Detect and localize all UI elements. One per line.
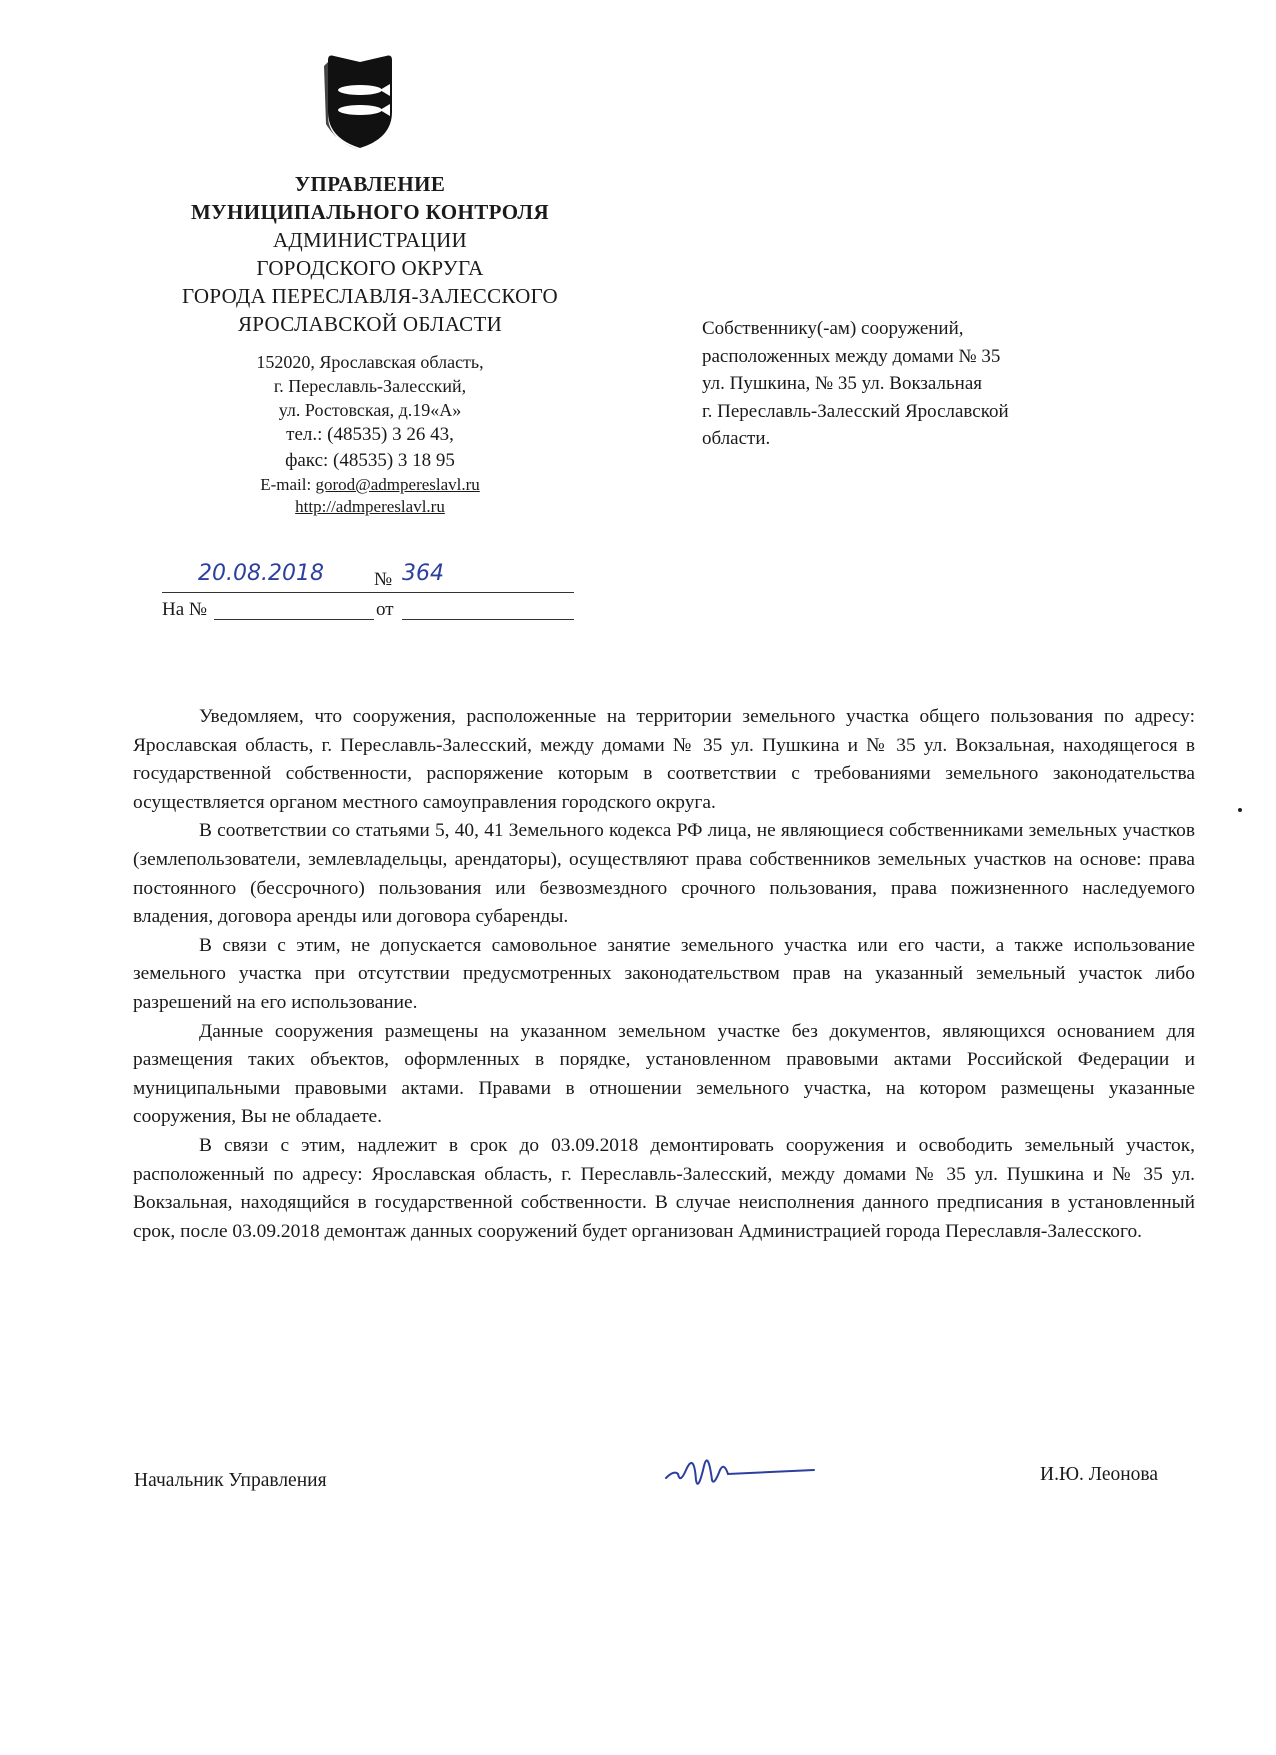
org-line-6: ЯРОСЛАВСКОЙ ОБЛАСТИ <box>237 312 503 336</box>
org-line-1: УПРАВЛЕНИЕ <box>294 172 446 196</box>
outgoing-reference-underline <box>162 592 574 593</box>
handwritten-signature-icon <box>660 1440 820 1500</box>
address-street: ул. Ростовская, д.19«А» <box>278 400 462 420</box>
address-postal: 152020, Ярославская область, <box>256 352 484 372</box>
signatory-title: Начальник Управления <box>134 1470 327 1491</box>
signatory-name: И.Ю. Леонова <box>1040 1464 1159 1485</box>
incoming-number-label: На № <box>162 599 208 620</box>
email-label: E-mail: <box>260 475 316 494</box>
body-paragraph-4: Данные сооружения размещены на указанном земельном участке без документов, являющихся основанием для размещения таких объектов, оформленных в порядке, установленном правовыми актами Российской Федерации и муниципальными правовыми актами. Правами в отношении земельного участка, на котором размещены указанные сооружения, Вы не обладаете. <box>133 1020 1195 1128</box>
body-paragraph-5: В связи с этим, надлежит в срок до 03.09.2018 демонтировать сооружения и освободить земельный участок, расположенный по адресу: Ярославская область, г. Переславль-Залесский, между домами № 35 ул. Пушкина и № 35 ул. Вокзальная, находящийся в государственной собственности. В случае неисполнения данного предписания в установленный срок, после 03.09.2018 демонтаж данных сооружений будет организован Администрацией города Переславля-Залесского. <box>133 1134 1195 1242</box>
address-email-line <box>190 474 550 496</box>
email-link[interactable]: gorod@admpereslavl.ru <box>315 475 480 494</box>
recipient-line-3: ул. Пушкина, № 35 ул. Вокзальная <box>702 373 983 394</box>
incoming-date-blank <box>402 619 574 620</box>
body-paragraph-3: В связи с этим, не допускается самовольное занятие земельного участка или его части, а также использование земельного участка при отсутствии предусмотренных законодательством прав на указанный земельный участок либо разрешений на его использование. <box>133 934 1195 1013</box>
org-line-3: АДМИНИСТРАЦИИ <box>272 228 468 252</box>
address-block <box>190 350 550 518</box>
address-city: г. Переславль-Залесский, <box>273 376 467 396</box>
recipient-line-1: Собственнику(-ам) сооружений, <box>702 318 964 339</box>
website-link[interactable]: http://admpereslavl.ru <box>295 497 445 516</box>
body-paragraph-2: В соответствии со статьями 5, 40, 41 Земельного кодекса РФ лица, не являющиеся собственниками земельных участков (землепользователи, землевладельцы, арендаторы), осуществляют права собственников земельных участков на основе: права постоянного (бессрочного) пользования или безвозмездного срочного пользования, права пожизненного наследуемого владения, договора аренды или договора субаренды. <box>133 820 1195 928</box>
outgoing-reference <box>162 561 574 594</box>
organization-header <box>120 170 620 338</box>
stray-dot <box>1238 808 1242 812</box>
recipient-line-4: г. Переславль-Залесский Ярославской <box>702 400 1009 422</box>
coat-of-arms-icon <box>318 52 402 152</box>
number-label: № <box>374 569 393 590</box>
incoming-from-label: от <box>376 599 394 620</box>
recipient-line-5: области. <box>702 428 771 449</box>
recipient-block <box>702 315 1122 453</box>
org-line-4: ГОРОДСКОГО ОКРУГА <box>256 256 484 280</box>
outgoing-date: 20.08.2018 <box>198 561 324 586</box>
outgoing-number: 364 <box>402 561 444 586</box>
address-fax: факс: (48535) 3 18 95 <box>285 450 455 471</box>
org-line-5: ГОРОДА ПЕРЕСЛАВЛЯ-ЗАЛЕССКОГО <box>181 284 559 308</box>
incoming-reference <box>162 598 574 624</box>
recipient-line-2: расположенных между домами № 35 <box>702 345 1001 367</box>
address-phone: тел.: (48535) 3 26 43, <box>286 424 454 445</box>
incoming-number-blank <box>214 619 374 620</box>
body-paragraph-1: Уведомляем, что сооружения, расположенные на территории земельного участка общего пользования по адресу: Ярославская область, г. Переславль-Залесский, между домами № 35 ул. Пушкина и № 35 ул. Вокзальная, находящегося в государственной собственности, распоряжение которым в соответствии с требованиями земельного законодательства осуществляется органом местного самоуправления городского округа. <box>133 706 1195 813</box>
org-line-2: МУНИЦИПАЛЬНОГО КОНТРОЛЯ <box>190 200 550 224</box>
letter-body <box>133 703 1195 1246</box>
